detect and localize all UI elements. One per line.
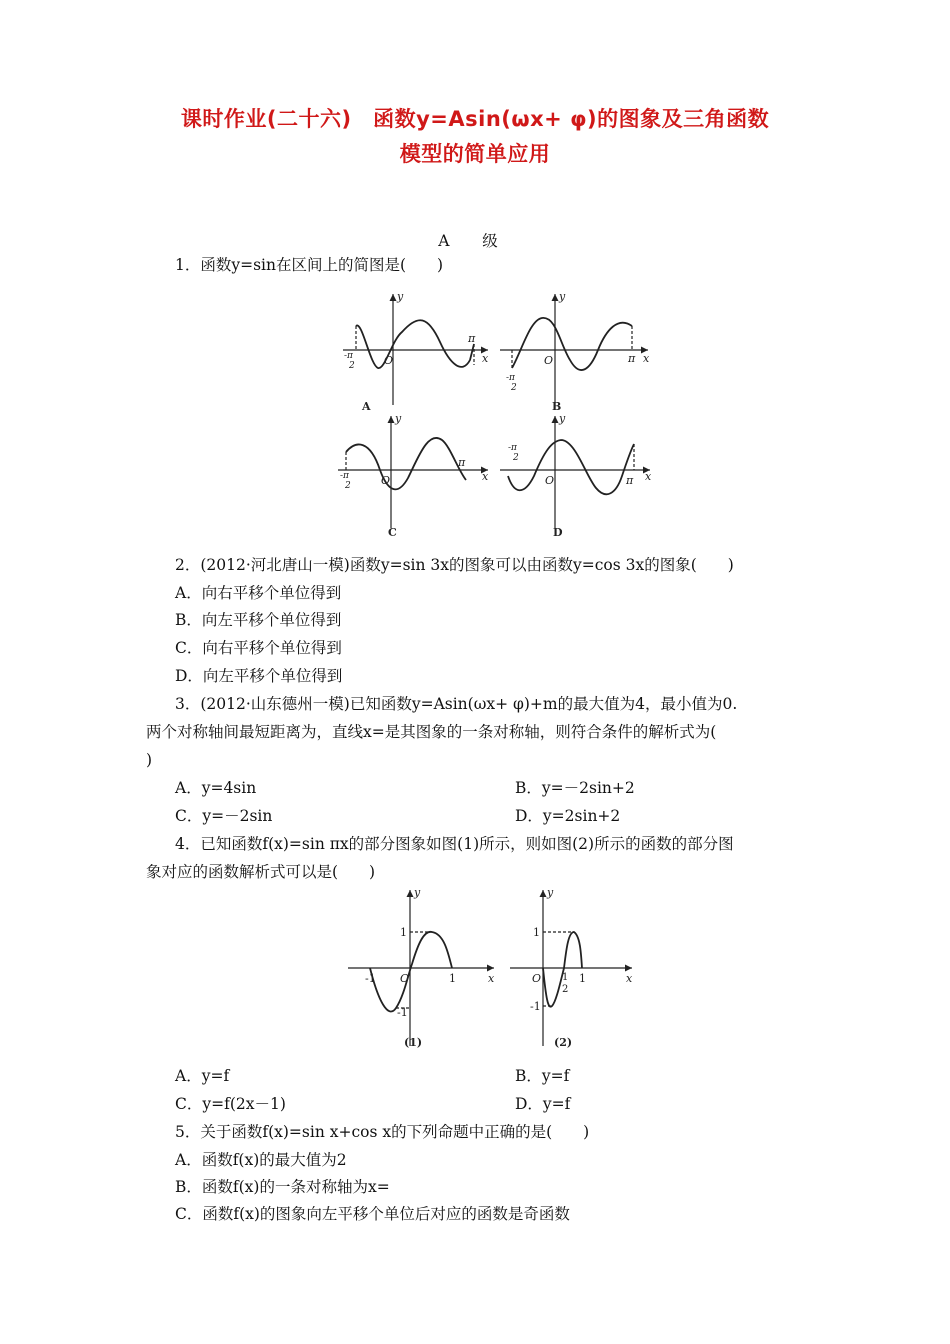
svg-text:2: 2 [349, 361, 355, 371]
q3-stem-line2: 两个对称轴间最短距离为，直线x=是其图象的一条对称轴，则符合条件的解析式为( [146, 723, 717, 741]
svg-text:2: 2 [511, 383, 517, 393]
svg-text:-π: -π [344, 351, 353, 361]
caption-2: (2) [554, 1036, 573, 1049]
graph-c [338, 416, 488, 528]
svg-text:-π: -π [506, 373, 515, 383]
q4-option-c: C．y=f(2x－1) [175, 1095, 286, 1113]
q1-graphs [0, 280, 950, 580]
q2-stem: 2．(2012·河北唐山一模)函数y=sin 3x的图象可以由函数y=cos 3x的图象( ) [175, 556, 734, 574]
svg-text:-π: -π [340, 471, 349, 481]
svg-text:O: O [545, 474, 555, 487]
q4-stem-line2: 象对应的函数解析式可以是( ) [146, 863, 376, 881]
graph-2 [510, 890, 632, 1046]
svg-text:x: x [488, 972, 495, 985]
q5-option-c: C．函数f(x)的图象向左平移个单位后对应的函数是奇函数 [175, 1205, 570, 1223]
q4-graphs [0, 880, 950, 1060]
svg-text:O: O [544, 354, 554, 367]
q3-option-d: D．y=2sin+2 [515, 807, 621, 825]
q4-stem-line1: 4．已知函数f(x)=sin πx的部分图象如图(1)所示，则如图(2)所示的函数的部分图 [175, 835, 734, 853]
svg-text:2: 2 [345, 481, 351, 491]
graph-label-d: D [553, 526, 563, 539]
q3-option-a: A．y=4sin [175, 779, 257, 797]
svg-text:2: 2 [513, 453, 519, 463]
svg-text:1: 1 [579, 972, 586, 985]
q2-option-b: B．向左平移个单位得到 [175, 611, 342, 629]
graph-label-a: A [362, 400, 371, 413]
svg-text:1: 1 [562, 972, 569, 983]
q3-stem-line3: ) [146, 751, 153, 769]
q5-stem: 5．关于函数f(x)=sin x+cos x的下列命题中正确的是( ) [175, 1123, 590, 1141]
level-heading: A 级 [438, 232, 512, 250]
q1-stem: 1．函数y=sin在区间上的简图是( ) [175, 256, 444, 274]
q4-option-d: D．y=f [515, 1095, 571, 1113]
svg-text:1: 1 [400, 926, 407, 939]
svg-text:π: π [458, 456, 466, 469]
graph-label-b: B [552, 400, 562, 413]
svg-text:π: π [626, 474, 634, 487]
page-title-line2: 模型的简单应用 [399, 142, 551, 166]
svg-text:y: y [397, 290, 404, 303]
q3-option-b: B．y=－2sin+2 [515, 779, 635, 797]
q2-option-a: A．向右平移个单位得到 [175, 584, 342, 602]
page-title-line1: 课时作业(二十六) 函数y=Asin(ωx+ φ)的图象及三角函数 [180, 107, 770, 131]
q4-option-a: A．y=f [175, 1067, 230, 1085]
svg-text:-π: -π [508, 443, 517, 453]
svg-text:O: O [384, 354, 394, 367]
svg-text:y: y [559, 412, 566, 425]
svg-text:y: y [414, 886, 421, 899]
svg-text:x: x [482, 352, 489, 365]
svg-text:O: O [532, 972, 542, 985]
q3-option-c: C．y=－2sin [175, 807, 273, 825]
svg-text:π: π [468, 332, 476, 345]
svg-text:-1: -1 [365, 972, 376, 985]
caption-1: (1) [404, 1036, 423, 1049]
svg-text:y: y [547, 886, 554, 899]
svg-text:O: O [381, 474, 391, 487]
svg-text:x: x [626, 972, 633, 985]
svg-text:O: O [400, 972, 410, 985]
svg-text:x: x [482, 470, 489, 483]
q5-option-a: A．函数f(x)的最大值为2 [175, 1151, 347, 1169]
q4-option-b: B．y=f [515, 1067, 570, 1085]
q2-option-c: C．向右平移个单位得到 [175, 639, 342, 657]
graph-label-c: C [388, 526, 397, 539]
svg-text:y: y [395, 412, 402, 425]
graph-b [500, 294, 648, 410]
graph-d [500, 416, 650, 528]
q2-option-d: D．向左平移个单位得到 [175, 667, 343, 685]
svg-text:x: x [645, 470, 652, 483]
svg-text:-1: -1 [530, 1000, 541, 1013]
q5-option-b: B．函数f(x)的一条对称轴为x= [175, 1178, 390, 1196]
svg-text:y: y [559, 290, 566, 303]
svg-text:π: π [628, 352, 636, 365]
svg-text:1: 1 [449, 972, 456, 985]
graph-1 [348, 890, 494, 1046]
svg-text:-1: -1 [397, 1006, 408, 1019]
svg-text:1: 1 [533, 926, 540, 939]
graph-a [343, 294, 488, 405]
svg-text:x: x [643, 352, 650, 365]
svg-text:2: 2 [562, 984, 569, 995]
q3-stem-line1: 3．(2012·山东德州一模)已知函数y=Asin(ωx+ φ)+m的最大值为4，最小值为0. [175, 695, 738, 713]
